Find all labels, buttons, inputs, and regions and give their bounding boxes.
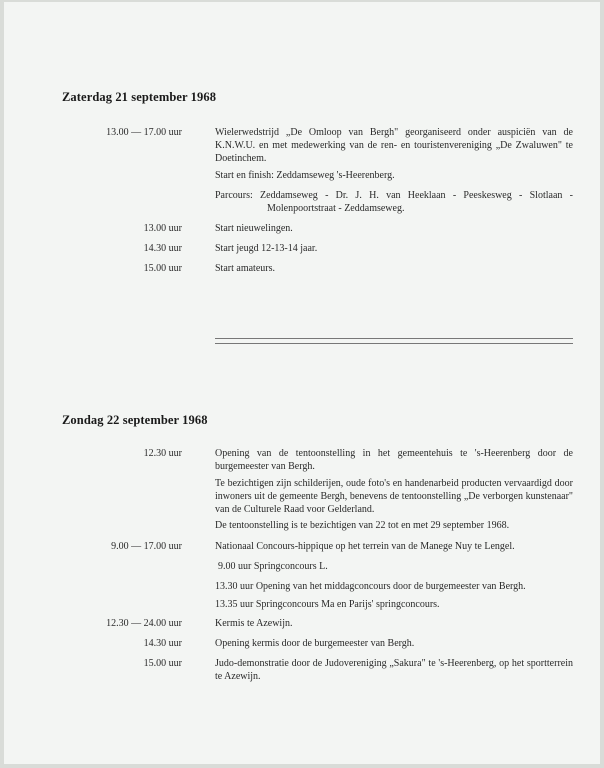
event-description: 13.30 uur Opening van het middagconcours door de burgemeester van Bergh. [215, 581, 526, 592]
section-heading-sunday: Zondag 22 september 1968 [62, 413, 208, 427]
section-heading-saturday: Zaterdag 21 september 1968 [62, 90, 217, 104]
event-description: Start jeugd 12-13-14 jaar. [215, 243, 318, 254]
time-label: 14.30 uur [143, 638, 182, 649]
document-page [4, 2, 600, 764]
time-label: 13.00 uur [143, 223, 182, 234]
event-description: Start en finish: Zeddamseweg 's-Heerenberg. [215, 170, 395, 181]
event-description: Parcours: Zeddamseweg - Dr. J. H. van Heeklaan - Peeskesweg - Slotlaan - [215, 190, 573, 201]
event-description: Judo-demonstratie door de Judovereniging „Sakura" te 's-Heerenberg, op het sportterrein te Azewijn. [215, 658, 573, 682]
event-description: Start nieuwelingen. [215, 223, 293, 234]
time-label: 15.00 uur [143, 263, 182, 274]
event-description: Opening van de tentoonstelling in het gemeentehuis te 's-Heerenberg door de burgemeester van Bergh. [215, 448, 573, 472]
event-description: 9.00 uur Springconcours L. [218, 561, 328, 572]
time-label: 9.00 — 17.00 uur [111, 541, 182, 552]
event-description: Wielerwedstrijd „De Omloop van Bergh" georganiseerd onder auspiciën van de K.N.W.U. en met medewerking van de ren- en touristenvereniging „De Zwaluwen" te Doetinchem. [215, 127, 573, 164]
event-description: Start amateurs. [215, 263, 275, 274]
event-description: Opening kermis door de burgemeester van Bergh. [215, 638, 415, 649]
time-label: 12.30 uur [143, 448, 182, 459]
event-description: Molenpoortstraat - Zeddamseweg. [267, 203, 405, 214]
time-label: 12.30 — 24.00 uur [106, 618, 182, 629]
time-label: 13.00 — 17.00 uur [106, 127, 182, 138]
event-description: 13.35 uur Springconcours Ma en Parijs' springconcours. [215, 599, 440, 610]
section-divider [215, 338, 573, 344]
event-description: Kermis te Azewijn. [215, 618, 293, 629]
time-label: 15.00 uur [143, 658, 182, 669]
event-description: Te bezichtigen zijn schilderijen, oude foto's en handenarbeid producten vervaardigd door inwoners uit de gemeente Bergh, benevens de tentoonstelling „De verborgen kunstenaar" van de Culturele Raad voor Gelderland. [215, 478, 573, 515]
event-description: Nationaal Concours-hippique op het terrein van de Manege Nuy te Lengel. [215, 541, 515, 552]
event-description: De tentoonstelling is te bezichtigen van 22 tot en met 29 september 1968. [215, 520, 510, 531]
time-label: 14.30 uur [143, 243, 182, 254]
